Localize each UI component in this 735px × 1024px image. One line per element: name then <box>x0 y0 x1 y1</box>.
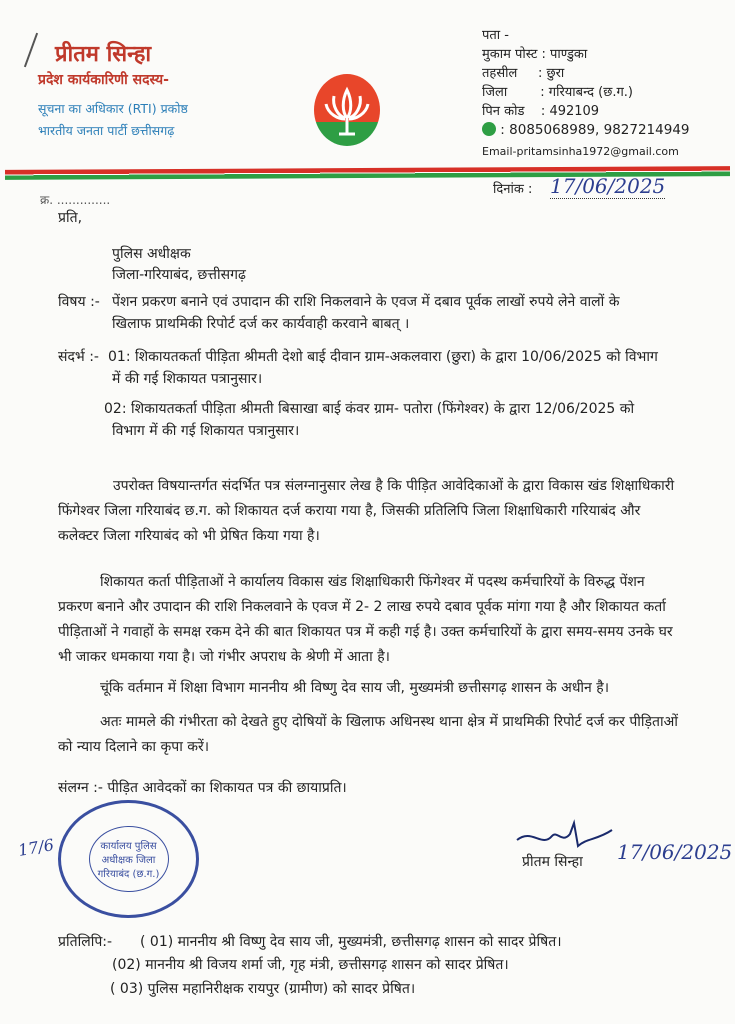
date-value: 17/06/2025 <box>550 174 666 198</box>
signature-date: 17/06/2025 <box>617 840 733 864</box>
signatory-name: प्रीतम सिन्हा <box>522 854 583 870</box>
subject-line-1: पेंशन प्रकरण बनाने एवं उपादान की राशि निकलवाने के एवज में दबाव पूर्वक लाखों रुपये लेने वालों के <box>112 294 620 310</box>
address-post: मुकाम पोस्ट : पाण्डुका <box>482 47 588 62</box>
address-tehsil: तहसील : छुरा <box>482 66 565 81</box>
sender-name: प्रीतम सिन्हा <box>55 42 152 67</box>
date-label: दिनांक : <box>493 182 533 197</box>
copy-item-2: (02) माननीय श्री विजय शर्मा जी, गृह मंत्री, छत्तीसगढ़ शासन को सादर प्रेषित। <box>112 957 509 973</box>
official-stamp <box>58 800 199 918</box>
copy-item-3: ( 03) पुलिस महानिरीक्षक रायपुर (ग्रामीण) को सादर प्रेषित। <box>110 981 416 997</box>
reference-number: क्र. .............. <box>40 193 111 207</box>
sender-cell: सूचना का अधिकार (RTI) प्रकोष्ठ <box>38 101 188 116</box>
reference-2-line-2: विभाग में की गई शिकायत पत्रानुसार। <box>112 423 300 439</box>
body-paragraph-4: अतः मामले की गंभीरता को देखते हुए दोषियों के खिलाफ अधिनस्थ थाना क्षेत्र में प्राथमिकी रिपोर्ट दर्ज कर पीड़िताओं को न्याय दिलाने का कृपा करें। <box>58 714 678 755</box>
to-label: प्रति, <box>58 210 83 226</box>
body-paragraph-2: शिकायत कर्ता पीड़िताओं ने कार्यालय विकास खंड शिक्षाधिकारी फिंगेश्वर में पदस्थ कर्मचारियों के विरुद्ध पेंशन प्रकरण बनाने और उपादान की राशि निकलवाने के एवज में 2- 2 लाख रुपये दबाव पूर्वक मांगा गया है और शिकायत कर्ता पीड़िताओं ने गवाहों के समक्ष रकम देने की बात शिकायत पत्र में कही गई है। उक्त कर्मचारियों के द्वारा समय-समय उनके घर भी जाकर धमकाया गया है। जो गंभीर अपराध के श्रेणी में आता है। <box>58 574 673 665</box>
copy-item-1: ( 01) माननीय श्री विष्णु देव साय जी, मुख्यमंत्री, छत्तीसगढ़ शासन को सादर प्रेषित। <box>140 934 562 950</box>
email: Email-pritamsinha1972@gmail.com <box>482 145 679 158</box>
phone-numbers: : 8085068989, 9827214949 <box>500 122 690 138</box>
body-paragraph-1: उपरोक्त विषयान्तर्गत संदर्भित पत्र संलग्नानुसार लेख है कि पीड़ित आवेदिकाओं के द्वारा विकास खंड शिक्षाधिकारी फिंगेश्वर जिला गरियाबंद छ.ग. को शिकायत दर्ज कराया गया है, जिसकी प्रतिलिपि जिला शिक्षाधिकारी गरियाबंद और कलेक्टर जिला गरियाबंद को भी प्रेषित किया गया है। <box>58 478 675 544</box>
copies-label: प्रतिलिपि:- <box>58 934 113 950</box>
reference-1-line-1: 01: शिकायतकर्ता पीड़िता श्रीमती देशो बाई दीवान ग्राम-अकलवारा (छुरा) के द्वारा 10/06/2025 को विभाग <box>108 349 658 365</box>
subject-line-2: खिलाफ प्राथमिकी रिपोर्ट दर्ज कर कार्यवाही करवाने बाबत् । <box>112 316 410 332</box>
pen-mark <box>24 33 38 68</box>
phone-row <box>482 121 690 140</box>
sender-party: भारतीय जनता पार्टी छत्तीसगढ़ <box>38 123 175 138</box>
address-pin: पिन कोड : 492109 <box>482 104 600 119</box>
address-label: पता - <box>482 28 509 43</box>
reference-label: संदर्भ :- <box>58 349 99 365</box>
recipient-address: जिला-गरियाबंद, छत्तीसगढ़ <box>112 267 246 283</box>
enclosure: संलग्न :- पीड़ित आवेदकों का शिकायत पत्र की छायाप्रति। <box>58 780 347 796</box>
reference-1-line-2: में की गई शिकायत पत्रानुसार। <box>112 371 263 387</box>
signature <box>512 818 622 854</box>
body-paragraph-3: चूंकि वर्तमान में शिक्षा विभाग माननीय श्री विष्णु देव साय जी, मुख्यमंत्री छत्तीसगढ़ शासन के अधीन है। <box>100 680 610 696</box>
recipient-title: पुलिस अधीक्षक <box>112 246 191 262</box>
address-district: जिला : गरियाबन्द (छ.ग.) <box>482 85 633 100</box>
subject-label: विषय :- <box>58 294 100 310</box>
reference-2-line-1: 02: शिकायतकर्ता पीड़िता श्रीमती बिसाखा बाई कंवर ग्राम- पतोरा (फिंगेश्वर) के द्वारा 12/06/2025 को <box>104 401 635 417</box>
stamp-handwritten-date: 17/6 <box>16 835 56 860</box>
bjp-lotus-logo <box>312 72 382 148</box>
sender-designation: प्रदेश कार्यकारिणी सदस्य- <box>38 72 169 88</box>
whatsapp-icon <box>482 122 496 136</box>
stamp-text: कार्यालय पुलिस अधीक्षक जिला गरियाबंद (छ.ग.) <box>89 826 169 892</box>
